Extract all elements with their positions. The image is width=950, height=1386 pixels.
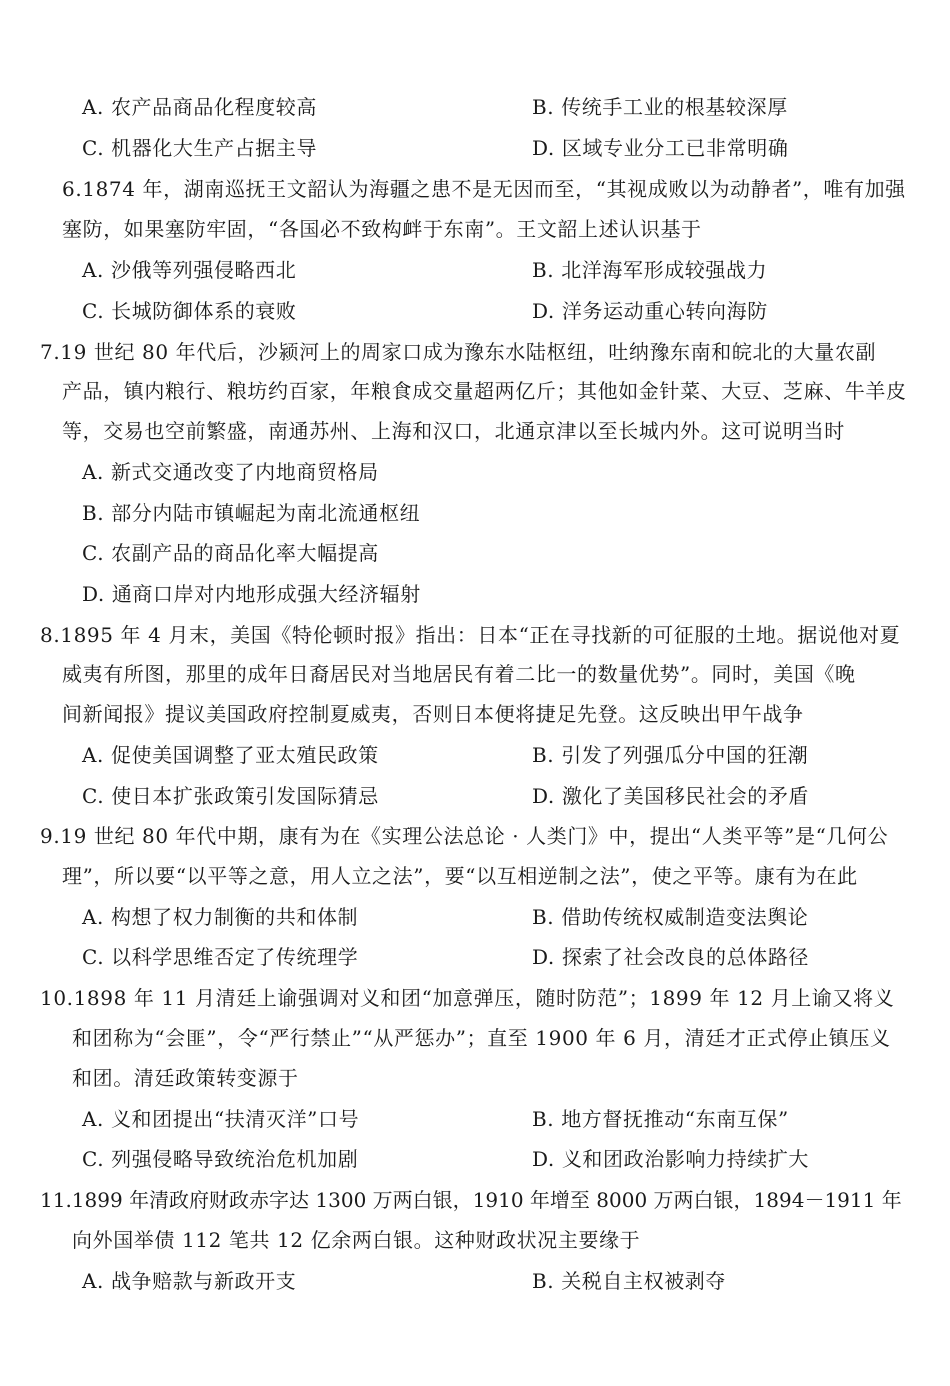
q9-option-c: C. 以科学思维否定了传统理学 — [82, 945, 359, 969]
q5-option-d: D. 区域专业分工已非常明确 — [532, 136, 789, 160]
q7-option-b: B. 部分内陆市镇崛起为南北流通枢纽 — [82, 501, 421, 525]
q5-option-b: B. 传统手工业的根基较深厚 — [532, 95, 788, 119]
q8-option-d: D. 激化了美国移民社会的矛盾 — [532, 784, 810, 808]
q6-option-c: C. 长城防御体系的衰败 — [82, 299, 297, 323]
q9-option-d: D. 探索了社会改良的总体路径 — [532, 945, 810, 969]
q9-option-a: A. 构想了权力制衡的共和体制 — [82, 905, 359, 929]
q10-option-c: C. 列强侵略导致统治危机加剧 — [82, 1147, 359, 1171]
q7-option-a: A. 新式交通改变了内地商贸格局 — [82, 460, 379, 484]
q7-stem-line-3: 等，交易也空前繁盛，南通苏州、上海和汉口，北通京津以至长城内外。这可说明当时 — [62, 419, 845, 443]
q7-stem-line-1: 7.19 世纪 80 年代后，沙颍河上的周家口成为豫东水陆枢纽，吐纳豫东南和皖北的大量农副 — [40, 340, 877, 364]
q10-option-d: D. 义和团政治影响力持续扩大 — [532, 1147, 810, 1171]
q9-stem-line-1: 9.19 世纪 80 年代中期，康有为在《实理公法总论 · 人类门》中，提出“人类平等”是“几何公 — [40, 824, 889, 848]
q6-option-a: A. 沙俄等列强侵略西北 — [82, 258, 297, 282]
q11-option-a: A. 战争赔款与新政开支 — [82, 1269, 297, 1293]
q10-stem-line-1: 10.1898 年 11 月清廷上谕强调对义和团“加意弹压，随时防范”；1899 年 12 月上谕又将义 — [40, 986, 895, 1010]
q11-stem-line-2: 向外国举债 112 笔共 12 亿余两白银。这种财政状况主要缘于 — [72, 1228, 641, 1252]
q8-option-a: A. 促使美国调整了亚太殖民政策 — [82, 743, 379, 767]
q9-stem-line-2: 理”，所以要“以平等之意，用人立之法”，要“以互相逆制之法”，使之平等。康有为在此 — [62, 864, 858, 888]
q7-option-d: D. 通商口岸对内地形成强大经济辐射 — [82, 582, 421, 606]
q7-stem-line-2: 产品，镇内粮行、粮坊约百家，年粮食成交量超两亿斤；其他如金针菜、大豆、芝麻、牛羊皮 — [62, 379, 907, 403]
q10-option-b: B. 地方督抚推动“东南互保” — [532, 1107, 789, 1131]
q5-option-c: C. 机器化大生产占据主导 — [82, 136, 318, 160]
q8-option-c: C. 使日本扩张政策引发国际猜忌 — [82, 784, 379, 808]
q10-option-a: A. 义和团提出“扶清灭洋”口号 — [82, 1107, 360, 1131]
q6-stem-line-2: 塞防，如果塞防牢固，“各国必不致构衅于东南”。王文韶上述认识基于 — [62, 217, 702, 241]
q8-stem-line-1: 8.1895 年 4 月末，美国《特伦顿时报》指出：日本“正在寻找新的可征服的土地。据说他对夏 — [40, 623, 901, 647]
q10-stem-line-3: 和团。清廷政策转变源于 — [72, 1066, 299, 1090]
q8-option-b: B. 引发了列强瓜分中国的狂潮 — [532, 743, 809, 767]
q6-stem-line-1: 6.1874 年，湖南巡抚王文韶认为海疆之患不是无因而至，“其视成败以为动静者”，唯有加强 — [62, 177, 906, 201]
q11-option-b: B. 关税自主权被剥夺 — [532, 1269, 727, 1293]
q6-option-d: D. 洋务运动重心转向海防 — [532, 299, 768, 323]
q7-option-c: C. 农副产品的商品化率大幅提高 — [82, 541, 379, 565]
q9-option-b: B. 借助传统权威制造变法舆论 — [532, 905, 809, 929]
q5-option-a: A. 农产品商品化程度较高 — [82, 95, 317, 119]
q8-stem-line-3: 间新闻报》提议美国政府控制夏威夷，否则日本便将捷足先登。这反映出甲午战争 — [62, 702, 804, 726]
q8-stem-line-2: 威夷有所图，那里的成年日裔居民对当地居民有着二比一的数量优势”。同时，美国《晚 — [62, 662, 856, 686]
q11-stem-line-1: 11.1899 年清政府财政赤字达 1300 万两白银，1910 年增至 8000 万两白银，1894－1911 年 — [40, 1188, 902, 1212]
q6-option-b: B. 北洋海军形成较强战力 — [532, 258, 768, 282]
q10-stem-line-2: 和团称为“会匪”，令“严行禁止”“从严惩办”；直至 1900 年 6 月，清廷才正式停止镇压义 — [72, 1026, 891, 1050]
